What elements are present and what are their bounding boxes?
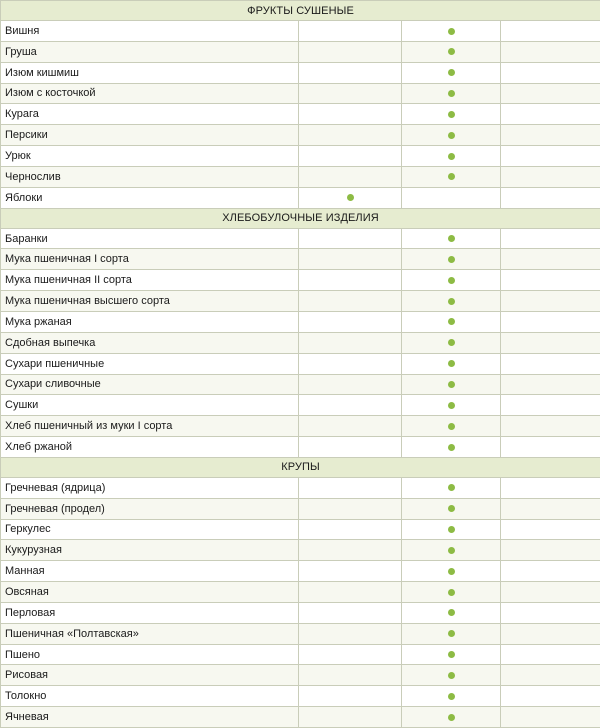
table-row: [1, 270, 600, 291]
green-dot-icon: [448, 693, 455, 700]
section-title: КРУПЫ: [1, 457, 600, 477]
product-name: Изюм с косточкой: [1, 83, 299, 104]
green-dot-icon: [448, 568, 455, 575]
mark-cell-3: [501, 21, 600, 42]
product-name: Овсяная: [1, 582, 299, 603]
mark-cell-3: [501, 519, 600, 540]
mark-cell-2: [402, 21, 501, 42]
product-name: Сдобная выпечка: [1, 332, 299, 353]
green-dot-icon: [448, 173, 455, 180]
mark-cell-3: [501, 249, 600, 270]
mark-cell-2: [402, 540, 501, 561]
table-row: [1, 602, 600, 623]
mark-cell-2: [402, 228, 501, 249]
mark-cell-3: [501, 602, 600, 623]
mark-cell-1: [299, 291, 402, 312]
mark-cell-1: [299, 602, 402, 623]
product-name: Груша: [1, 41, 299, 62]
table-row: [1, 21, 600, 42]
mark-cell-3: [501, 62, 600, 83]
table-row: [1, 498, 600, 519]
mark-cell-1: [299, 477, 402, 498]
product-name: Хлеб пшеничный из муки I сорта: [1, 416, 299, 437]
green-dot-icon: [448, 402, 455, 409]
product-name: Сухари пшеничные: [1, 353, 299, 374]
green-dot-icon: [448, 360, 455, 367]
green-dot-icon: [448, 444, 455, 451]
mark-cell-3: [501, 104, 600, 125]
table-row: [1, 332, 600, 353]
mark-cell-1: [299, 187, 402, 208]
mark-cell-3: [501, 582, 600, 603]
mark-cell-1: [299, 62, 402, 83]
mark-cell-2: [402, 41, 501, 62]
green-dot-icon: [448, 90, 455, 97]
green-dot-icon: [448, 609, 455, 616]
mark-cell-3: [501, 437, 600, 458]
mark-cell-3: [501, 166, 600, 187]
mark-cell-1: [299, 146, 402, 167]
green-dot-icon: [448, 672, 455, 679]
table-row: [1, 707, 600, 728]
product-name: Гречневая (продел): [1, 498, 299, 519]
mark-cell-2: [402, 644, 501, 665]
mark-cell-2: [402, 686, 501, 707]
mark-cell-2: [402, 707, 501, 728]
green-dot-icon: [448, 69, 455, 76]
product-name: Вишня: [1, 21, 299, 42]
product-name: Кукурузная: [1, 540, 299, 561]
mark-cell-1: [299, 270, 402, 291]
mark-cell-1: [299, 228, 402, 249]
mark-cell-3: [501, 146, 600, 167]
product-name: Мука пшеничная II сорта: [1, 270, 299, 291]
product-name: Пшено: [1, 644, 299, 665]
green-dot-icon: [347, 194, 354, 201]
product-name: Сушки: [1, 395, 299, 416]
mark-cell-2: [402, 291, 501, 312]
mark-cell-1: [299, 104, 402, 125]
mark-cell-2: [402, 83, 501, 104]
product-name: Урюк: [1, 146, 299, 167]
mark-cell-1: [299, 395, 402, 416]
mark-cell-3: [501, 374, 600, 395]
green-dot-icon: [448, 256, 455, 263]
mark-cell-1: [299, 686, 402, 707]
mark-cell-2: [402, 187, 501, 208]
table-row: [1, 686, 600, 707]
mark-cell-2: [402, 353, 501, 374]
mark-cell-3: [501, 395, 600, 416]
mark-cell-2: [402, 62, 501, 83]
mark-cell-3: [501, 540, 600, 561]
green-dot-icon: [448, 28, 455, 35]
product-name: Манная: [1, 561, 299, 582]
mark-cell-1: [299, 437, 402, 458]
product-name: Чернослив: [1, 166, 299, 187]
mark-cell-2: [402, 374, 501, 395]
table-row: [1, 416, 600, 437]
mark-cell-3: [501, 707, 600, 728]
green-dot-icon: [448, 547, 455, 554]
table-row: [1, 146, 600, 167]
product-name: Хлеб ржаной: [1, 437, 299, 458]
product-name: Яблоки: [1, 187, 299, 208]
mark-cell-1: [299, 416, 402, 437]
mark-cell-1: [299, 83, 402, 104]
mark-cell-1: [299, 665, 402, 686]
product-name: Мука пшеничная I сорта: [1, 249, 299, 270]
mark-cell-1: [299, 249, 402, 270]
mark-cell-1: [299, 707, 402, 728]
mark-cell-2: [402, 311, 501, 332]
green-dot-icon: [448, 339, 455, 346]
section-header-row: [1, 208, 600, 228]
mark-cell-1: [299, 311, 402, 332]
product-name: Геркулес: [1, 519, 299, 540]
mark-cell-1: [299, 561, 402, 582]
green-dot-icon: [448, 235, 455, 242]
product-name: Гречневая (ядрица): [1, 477, 299, 498]
mark-cell-3: [501, 561, 600, 582]
mark-cell-2: [402, 498, 501, 519]
green-dot-icon: [448, 132, 455, 139]
mark-cell-1: [299, 41, 402, 62]
table-row: [1, 644, 600, 665]
green-dot-icon: [448, 423, 455, 430]
product-name: Ячневая: [1, 707, 299, 728]
mark-cell-2: [402, 332, 501, 353]
mark-cell-1: [299, 374, 402, 395]
table-row: [1, 437, 600, 458]
green-dot-icon: [448, 153, 455, 160]
mark-cell-3: [501, 498, 600, 519]
section-title: ХЛЕБОБУЛОЧНЫЕ ИЗДЕЛИЯ: [1, 208, 600, 228]
table-row: [1, 166, 600, 187]
green-dot-icon: [448, 589, 455, 596]
table-row: [1, 519, 600, 540]
green-dot-icon: [448, 484, 455, 491]
mark-cell-3: [501, 416, 600, 437]
mark-cell-2: [402, 416, 501, 437]
mark-cell-2: [402, 437, 501, 458]
mark-cell-3: [501, 477, 600, 498]
product-name: Сухари сливочные: [1, 374, 299, 395]
mark-cell-2: [402, 395, 501, 416]
table-row: [1, 83, 600, 104]
mark-cell-1: [299, 582, 402, 603]
table-row: [1, 623, 600, 644]
table-row: [1, 353, 600, 374]
table-row: [1, 249, 600, 270]
mark-cell-3: [501, 187, 600, 208]
mark-cell-2: [402, 561, 501, 582]
mark-cell-2: [402, 125, 501, 146]
section-header-row: [1, 1, 600, 21]
table-row: [1, 395, 600, 416]
table-body: [1, 1, 600, 728]
product-name: Пшеничная «Полтавская»: [1, 623, 299, 644]
mark-cell-2: [402, 166, 501, 187]
table-row: [1, 291, 600, 312]
mark-cell-3: [501, 665, 600, 686]
product-name: Перловая: [1, 602, 299, 623]
section-header-row: [1, 457, 600, 477]
mark-cell-2: [402, 519, 501, 540]
green-dot-icon: [448, 318, 455, 325]
product-name: Мука ржаная: [1, 311, 299, 332]
table-row: [1, 374, 600, 395]
table-row: [1, 187, 600, 208]
section-title: ФРУКТЫ СУШЕНЫЕ: [1, 1, 600, 21]
table-row: [1, 228, 600, 249]
mark-cell-3: [501, 311, 600, 332]
mark-cell-3: [501, 686, 600, 707]
mark-cell-1: [299, 21, 402, 42]
green-dot-icon: [448, 48, 455, 55]
green-dot-icon: [448, 630, 455, 637]
green-dot-icon: [448, 111, 455, 118]
mark-cell-2: [402, 146, 501, 167]
table-row: [1, 311, 600, 332]
table-row: [1, 582, 600, 603]
table-row: [1, 62, 600, 83]
mark-cell-2: [402, 249, 501, 270]
green-dot-icon: [448, 651, 455, 658]
table-row: [1, 477, 600, 498]
mark-cell-2: [402, 665, 501, 686]
mark-cell-1: [299, 332, 402, 353]
table-row: [1, 125, 600, 146]
mark-cell-1: [299, 644, 402, 665]
mark-cell-3: [501, 291, 600, 312]
green-dot-icon: [448, 298, 455, 305]
mark-cell-1: [299, 540, 402, 561]
mark-cell-2: [402, 477, 501, 498]
table-row: [1, 104, 600, 125]
table-row: [1, 540, 600, 561]
mark-cell-3: [501, 228, 600, 249]
mark-cell-3: [501, 353, 600, 374]
green-dot-icon: [448, 505, 455, 512]
table-row: [1, 561, 600, 582]
mark-cell-3: [501, 270, 600, 291]
mark-cell-3: [501, 332, 600, 353]
mark-cell-1: [299, 353, 402, 374]
mark-cell-2: [402, 623, 501, 644]
green-dot-icon: [448, 714, 455, 721]
green-dot-icon: [448, 526, 455, 533]
product-name: Изюм кишмиш: [1, 62, 299, 83]
table-row: [1, 41, 600, 62]
table-row: [1, 665, 600, 686]
product-name: Толокно: [1, 686, 299, 707]
mark-cell-1: [299, 498, 402, 519]
mark-cell-2: [402, 270, 501, 291]
mark-cell-2: [402, 582, 501, 603]
mark-cell-1: [299, 623, 402, 644]
mark-cell-1: [299, 166, 402, 187]
green-dot-icon: [448, 277, 455, 284]
mark-cell-3: [501, 623, 600, 644]
mark-cell-1: [299, 125, 402, 146]
mark-cell-3: [501, 125, 600, 146]
green-dot-icon: [448, 381, 455, 388]
mark-cell-3: [501, 83, 600, 104]
mark-cell-1: [299, 519, 402, 540]
product-name: Персики: [1, 125, 299, 146]
product-name: Мука пшеничная высшего сорта: [1, 291, 299, 312]
product-name: Баранки: [1, 228, 299, 249]
mark-cell-3: [501, 41, 600, 62]
mark-cell-2: [402, 602, 501, 623]
product-name: Курага: [1, 104, 299, 125]
product-name: Рисовая: [1, 665, 299, 686]
mark-cell-2: [402, 104, 501, 125]
mark-cell-3: [501, 644, 600, 665]
